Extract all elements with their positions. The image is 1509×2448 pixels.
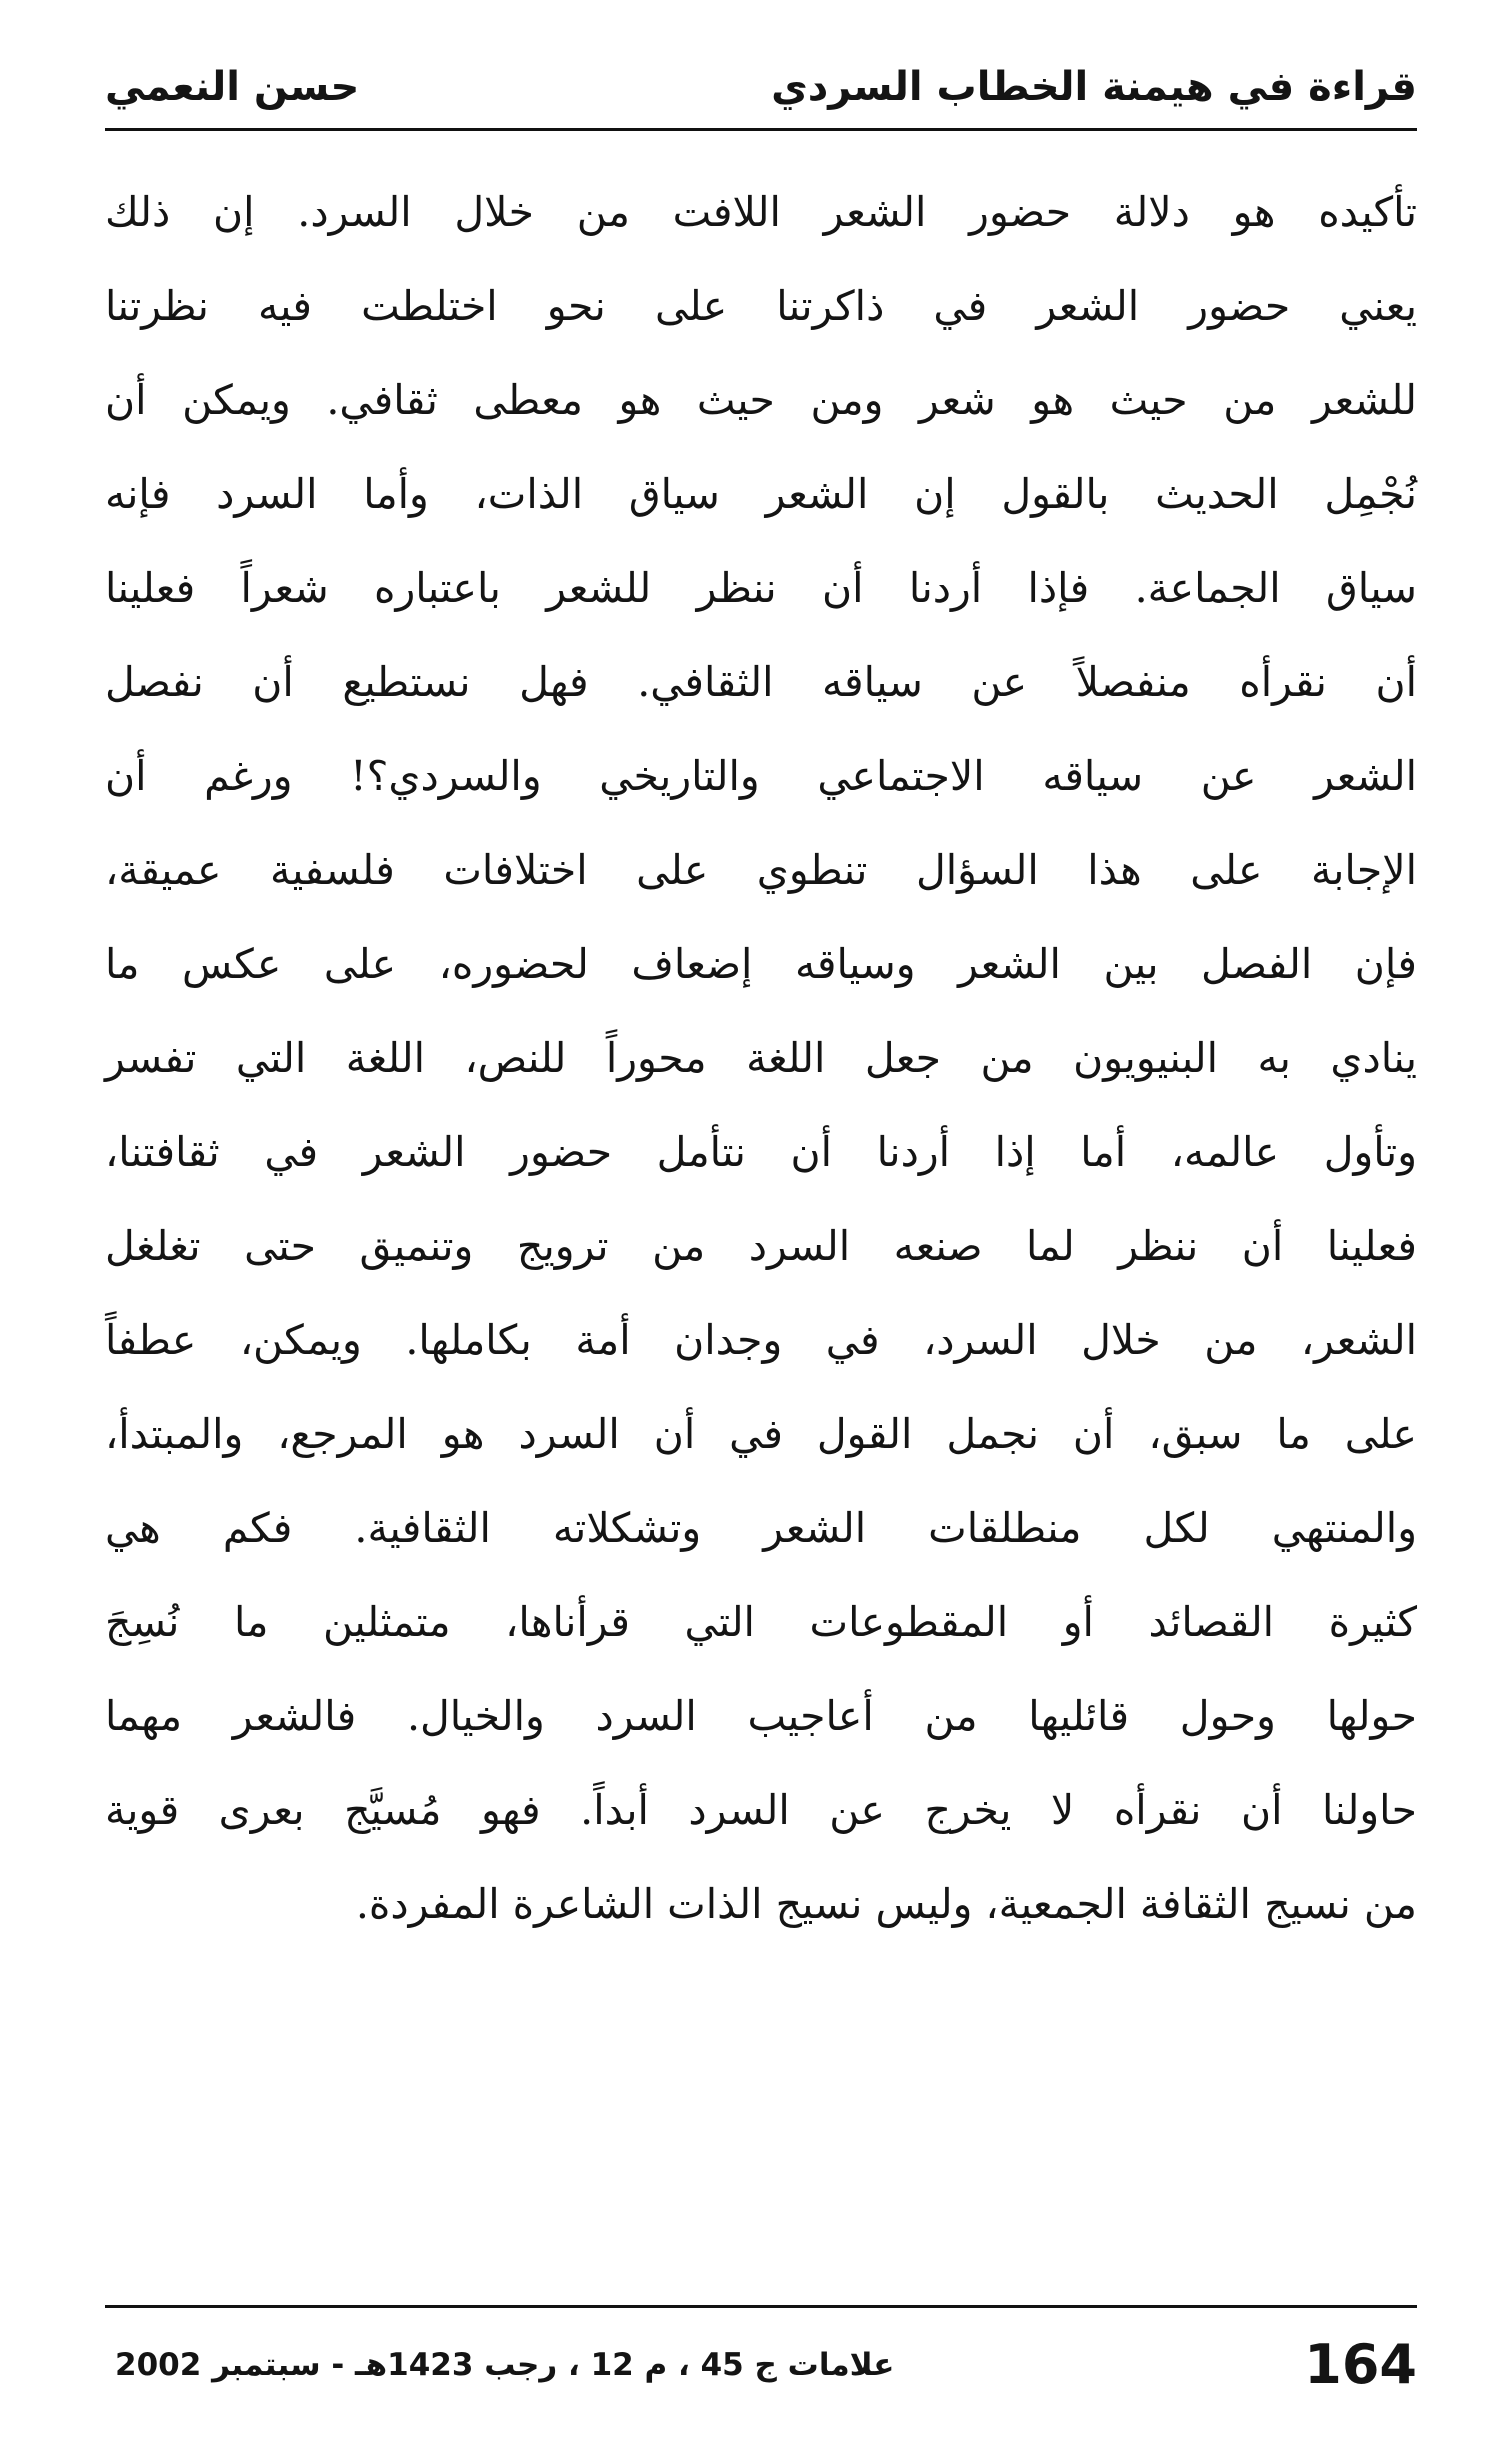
body-line: حولها وحول قائليها من أعاجيب السرد والخيال. فالشعر مهما — [105, 1692, 1417, 1740]
body-line: سياق الجماعة. فإذا أردنا أن ننظر للشعر باعتباره شعراً فعلينا — [105, 564, 1417, 612]
footer-divider — [105, 2305, 1417, 2308]
page-number: 164 — [1304, 2333, 1417, 2396]
body-line: والمنتهي لكل منطلقات الشعر وتشكلاته الثقافية. فكم هي — [105, 1504, 1417, 1552]
journal-citation: علامات ج 45 ، م 12 ، رجب 1423هـ - سبتمبر 2002 — [115, 2347, 895, 2383]
body-line: على ما سبق، أن نجمل القول في أن السرد هو المرجع، والمبتدأ، — [105, 1410, 1417, 1458]
running-author: حسن النعمي — [105, 64, 360, 110]
running-header — [105, 52, 1417, 122]
body-line: وتأول عالمه، أما إذا أردنا أن نتأمل حضور الشعر في ثقافتنا، — [105, 1128, 1417, 1176]
body-line: فعلينا أن ننظر لما صنعه السرد من ترويج وتنميق حتى تغلغل — [105, 1222, 1417, 1270]
body-line: كثيرة القصائد أو المقطوعات التي قرأناها، متمثلين ما نُسِجَ — [105, 1598, 1417, 1646]
body-line: حاولنا أن نقرأه لا يخرج عن السرد أبداً. فهو مُسيَّج بعرى قوية — [105, 1786, 1417, 1834]
body-line: أن نقرأه منفصلاً عن سياقه الثقافي. فهل نستطيع أن نفصل — [105, 658, 1417, 706]
body-line: الشعر، من خلال السرد، في وجدان أمة بكاملها. ويمكن، عطفاً — [105, 1316, 1417, 1364]
body-line: الإجابة على هذا السؤال تنطوي على اختلافات فلسفية عميقة، — [105, 846, 1417, 894]
body-line: نُجْمِل الحديث بالقول إن الشعر سياق الذات، وأما السرد فإنه — [105, 470, 1417, 518]
body-line: تأكيده هو دلالة حضور الشعر اللافت من خلال السرد. إن ذلك — [105, 188, 1417, 236]
body-line: ينادي به البنيويون من جعل اللغة محوراً للنص، اللغة التي تفسر — [105, 1034, 1417, 1082]
running-title: قراءة في هيمنة الخطاب السردي — [771, 64, 1417, 110]
body-line: للشعر من حيث هو شعر ومن حيث هو معطى ثقافي. ويمكن أن — [105, 376, 1417, 424]
body-line: الشعر عن سياقه الاجتماعي والتاريخي والسردي؟! ورغم أن — [105, 752, 1417, 800]
body-line: يعني حضور الشعر في ذاكرتنا على نحو اختلطت فيه نظرتنا — [105, 282, 1417, 330]
body-paragraph — [105, 165, 1417, 1951]
header-divider — [105, 128, 1417, 131]
body-line: فإن الفصل بين الشعر وسياقه إضعاف لحضوره، على عكس ما — [105, 940, 1417, 988]
body-line-last: من نسيج الثقافة الجمعية، وليس نسيج الذات الشاعرة المفردة. — [355, 1880, 1417, 1928]
